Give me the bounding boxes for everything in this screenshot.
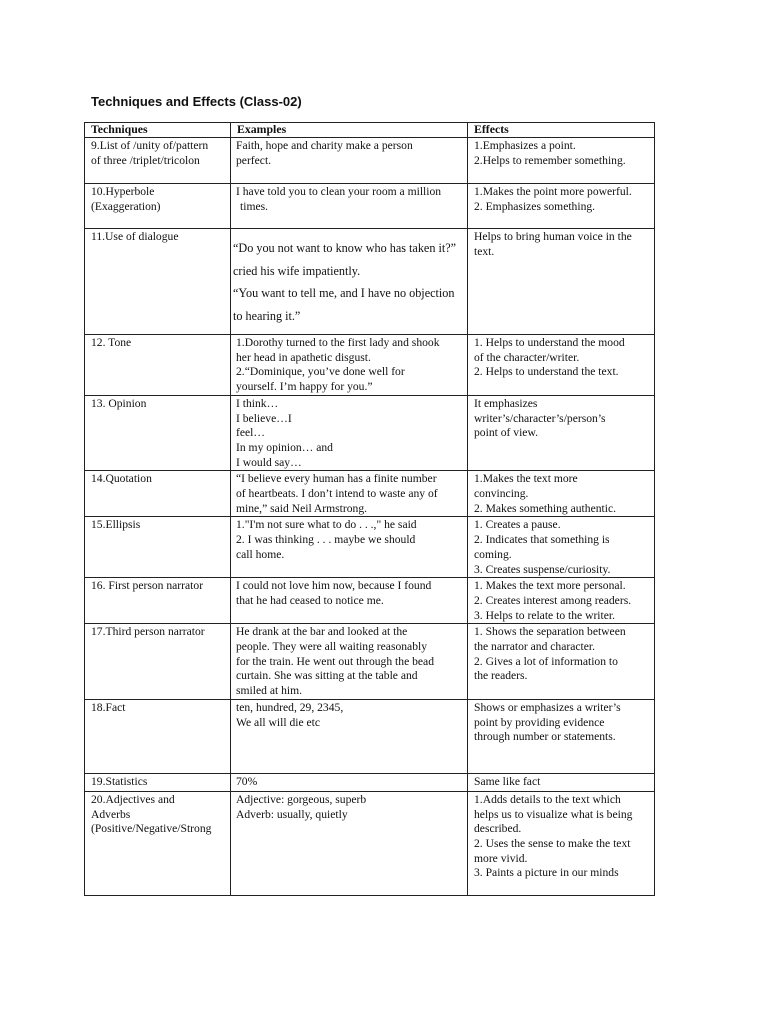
example-line: 2.“Dominique, you’ve done well for: [236, 365, 405, 379]
technique-line: 16. First person narrator: [91, 579, 204, 593]
effect-cell: [468, 791, 655, 895]
example-cell: [231, 791, 468, 895]
techniques-table: [84, 122, 655, 896]
technique-line: 9.List of /unity of/pattern: [91, 139, 209, 152]
table-row: [85, 624, 655, 700]
example-line: to hearing it.”: [233, 308, 301, 323]
technique-line: 20.Adjectives and: [91, 792, 175, 806]
effect-line: 2. Uses the sense to make the text: [474, 836, 631, 850]
effect-cell: [468, 395, 655, 471]
effect-line: Same like fact: [474, 774, 541, 788]
example-cell: [231, 578, 468, 624]
example-line: He drank at the bar and looked at the: [236, 625, 408, 639]
effect-line: 2. Emphasizes something.: [474, 199, 596, 213]
example-line: that he had ceased to notice me.: [236, 593, 384, 607]
effect-line: 3. Paints a picture in our minds: [474, 866, 619, 880]
technique-cell: [85, 335, 231, 396]
example-line: “Do you not want to know who has taken it?”: [233, 241, 457, 255]
effect-line: coming.: [474, 547, 512, 561]
example-line: “I believe every human has a finite number: [236, 472, 437, 486]
header-techniques: Techniques: [85, 123, 231, 138]
example-cell: [231, 471, 468, 517]
effect-line: 3. Helps to relate to the writer.: [474, 608, 616, 622]
technique-line: (Positive/Negative/Strong: [91, 822, 212, 836]
technique-cell: [85, 471, 231, 517]
table-row: [85, 184, 655, 229]
effect-line: 2.Helps to remember something.: [474, 153, 626, 167]
effect-line: point of view.: [474, 426, 538, 440]
technique-line: 18.Fact: [91, 700, 126, 714]
effect-line: It emphasizes: [474, 396, 538, 410]
example-line: 2. I was thinking . . . maybe we should: [236, 533, 416, 547]
effect-cell: [468, 699, 655, 773]
example-line: yourself. I’m happy for you.”: [236, 380, 373, 394]
example-line: Adjective: gorgeous, superb: [236, 792, 367, 806]
table-row: [85, 578, 655, 624]
effect-line: 3. Creates suspense/curiosity.: [474, 562, 611, 576]
example-line: perfect.: [236, 153, 272, 167]
technique-line: 12. Tone: [91, 336, 132, 349]
example-line: ten, hundred, 29, 2345,: [236, 700, 344, 714]
example-line: cried his wife impatiently.: [233, 263, 361, 278]
example-line: Faith, hope and charity make a person: [236, 139, 413, 152]
example-line: We all will die etc: [236, 715, 321, 729]
table-row: [85, 517, 655, 578]
example-line: times.: [240, 199, 269, 213]
table-row: [85, 229, 655, 335]
example-line: In my opinion… and: [236, 440, 333, 454]
technique-cell: [85, 517, 231, 578]
effect-line: 2. Helps to understand the text.: [474, 365, 619, 379]
technique-line: 13. Opinion: [91, 396, 147, 410]
example-line: “You want to tell me, and I have no objection: [233, 286, 455, 300]
table-row: [85, 138, 655, 184]
effect-cell: [468, 229, 655, 335]
example-line: people. They were all waiting reasonably: [236, 640, 428, 654]
example-line: 1.Dorothy turned to the first lady and shook: [236, 336, 440, 349]
effect-line: more vivid.: [474, 851, 528, 865]
table-row: [85, 791, 655, 895]
effect-line: described.: [474, 822, 522, 836]
effect-line: writer’s/character’s/person’s: [474, 411, 606, 425]
effect-cell: [468, 471, 655, 517]
technique-line: (Exaggeration): [91, 199, 161, 213]
example-cell: [231, 335, 468, 396]
effect-line: through number or statements.: [474, 730, 616, 744]
example-cell: [231, 624, 468, 700]
technique-line: 14.Quotation: [91, 472, 152, 486]
effect-line: of the character/writer.: [474, 350, 580, 364]
technique-line: 15.Ellipsis: [91, 518, 141, 532]
effect-cell: [468, 578, 655, 624]
example-line: mine,” said Neil Armstrong.: [236, 501, 368, 515]
example-line: I believe…I: [236, 411, 292, 425]
example-line: curtain. She was sitting at the table and: [236, 669, 418, 683]
example-line: smiled at him.: [236, 684, 303, 698]
technique-cell: [85, 578, 231, 624]
example-line: call home.: [236, 547, 285, 561]
effect-line: 1.Emphasizes a point.: [474, 139, 576, 152]
effect-line: Shows or emphasizes a writer’s: [474, 700, 621, 714]
table-row: [85, 395, 655, 471]
effect-line: 1.Makes the point more powerful.: [474, 185, 632, 198]
table-row: [85, 773, 655, 791]
effect-line: the readers.: [474, 669, 528, 683]
example-line: 1."I'm not sure what to do . . .," he said: [236, 518, 417, 532]
effect-line: text.: [474, 244, 495, 258]
effect-line: 1.Adds details to the text which: [474, 792, 621, 806]
technique-line: 19.Statistics: [91, 774, 148, 788]
effect-line: 2. Creates interest among readers.: [474, 593, 632, 607]
effect-line: 2. Indicates that something is: [474, 533, 610, 547]
example-line: 70%: [236, 774, 258, 788]
effect-line: 1. Makes the text more personal.: [474, 579, 626, 593]
example-cell: [231, 699, 468, 773]
effect-cell: [468, 138, 655, 184]
effect-line: 1. Creates a pause.: [474, 518, 561, 532]
effect-line: 2. Gives a lot of information to: [474, 654, 618, 668]
header-examples: Examples: [231, 123, 468, 138]
technique-line: 11.Use of dialogue: [91, 230, 179, 243]
example-cell: [231, 517, 468, 578]
technique-line: 10.Hyperbole: [91, 185, 155, 198]
technique-cell: [85, 395, 231, 471]
effect-line: Helps to bring human voice in the: [474, 230, 632, 243]
effect-cell: [468, 335, 655, 396]
example-line: for the train. He went out through the bead: [236, 654, 434, 668]
table-row: [85, 335, 655, 396]
table-row: [85, 699, 655, 773]
table-row: [85, 471, 655, 517]
example-line: I could not love him now, because I found: [236, 579, 432, 593]
technique-cell: [85, 184, 231, 229]
example-cell: [231, 395, 468, 471]
technique-line: Adverbs: [91, 807, 131, 821]
effect-line: convincing.: [474, 487, 529, 501]
example-line: of heartbeats. I don’t intend to waste any of: [236, 487, 438, 501]
technique-cell: [85, 624, 231, 700]
effect-line: the narrator and character.: [474, 640, 596, 654]
technique-cell: [85, 791, 231, 895]
technique-cell: [85, 773, 231, 791]
effect-line: 2. Makes something authentic.: [474, 501, 616, 515]
example-cell: [231, 773, 468, 791]
example-cell: [231, 229, 468, 335]
effect-cell: [468, 517, 655, 578]
effect-line: 1. Helps to understand the mood: [474, 336, 625, 349]
effect-cell: [468, 773, 655, 791]
technique-cell: [85, 699, 231, 773]
example-cell: [231, 138, 468, 184]
effect-cell: [468, 624, 655, 700]
effect-cell: [468, 184, 655, 229]
table-header-row: [85, 123, 655, 138]
example-line: I would say…: [236, 455, 302, 469]
technique-line: of three /triplet/tricolon: [91, 153, 200, 167]
example-line: Adverb: usually, quietly: [236, 807, 348, 821]
example-line: I think…: [236, 396, 279, 410]
example-line: I have told you to clean your room a million: [236, 185, 442, 198]
technique-cell: [85, 229, 231, 335]
technique-cell: [85, 138, 231, 184]
header-effects: Effects: [468, 123, 655, 138]
effect-line: 1.Makes the text more: [474, 472, 578, 486]
example-line: feel…: [236, 426, 265, 440]
effect-line: helps us to visualize what is being: [474, 807, 633, 821]
technique-line: 17.Third person narrator: [91, 625, 205, 639]
document-title: Techniques and Effects (Class-02): [91, 94, 302, 109]
effect-line: point by providing evidence: [474, 715, 605, 729]
effect-line: 1. Shows the separation between: [474, 625, 626, 639]
example-cell: [231, 184, 468, 229]
example-line: her head in apathetic disgust.: [236, 350, 371, 364]
